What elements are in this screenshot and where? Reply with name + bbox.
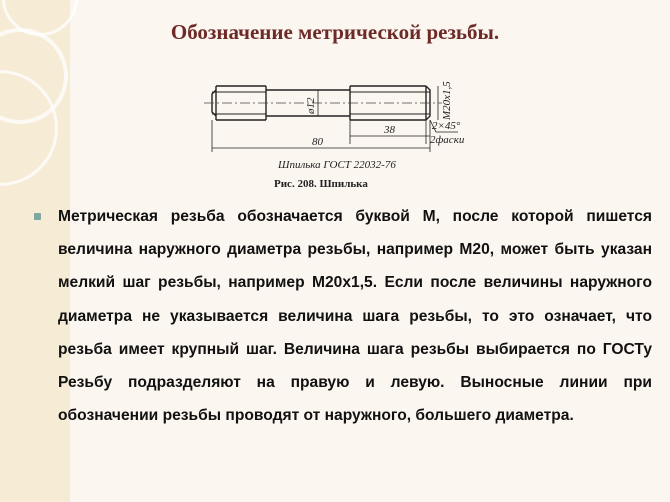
body-paragraph: Метрическая резьба обозначается буквой М, после которой пишется величина наружного диаметра резьбы, например М20, может быть указан мелкий шаг резьбы, например М20х1,5. Если после величины наружного диаметра не указывается величина шага резьбы, то это означает, что резьба имеет крупный шаг. Величина шага резьбы выбирается по ГОСТу Резьбу подразделяют на правую и левую. Выносные линии при обозначении резьбы проводят от наружного, большего диаметра. bbox=[58, 208, 652, 425]
shank-diameter-label: ø12 bbox=[305, 97, 317, 114]
thread-length-label: 38 bbox=[384, 124, 395, 136]
thread-size-label: M20х1,5 bbox=[441, 81, 453, 120]
slide-title: Обозначение метрической резьбы. bbox=[170, 20, 500, 44]
figure-caption: Рис. 208. Шпилька bbox=[274, 178, 368, 190]
chamfer-angle-label: 2×45° bbox=[432, 120, 461, 132]
stud-drawing bbox=[200, 72, 465, 192]
chamfer-count-label: 2фаски bbox=[430, 134, 465, 146]
stud-drawing-svg bbox=[200, 72, 465, 192]
bullet-marker bbox=[34, 213, 41, 220]
part-designation: Шпилька ГОСТ 22032-76 bbox=[278, 159, 396, 171]
total-length-label: 80 bbox=[312, 136, 323, 148]
